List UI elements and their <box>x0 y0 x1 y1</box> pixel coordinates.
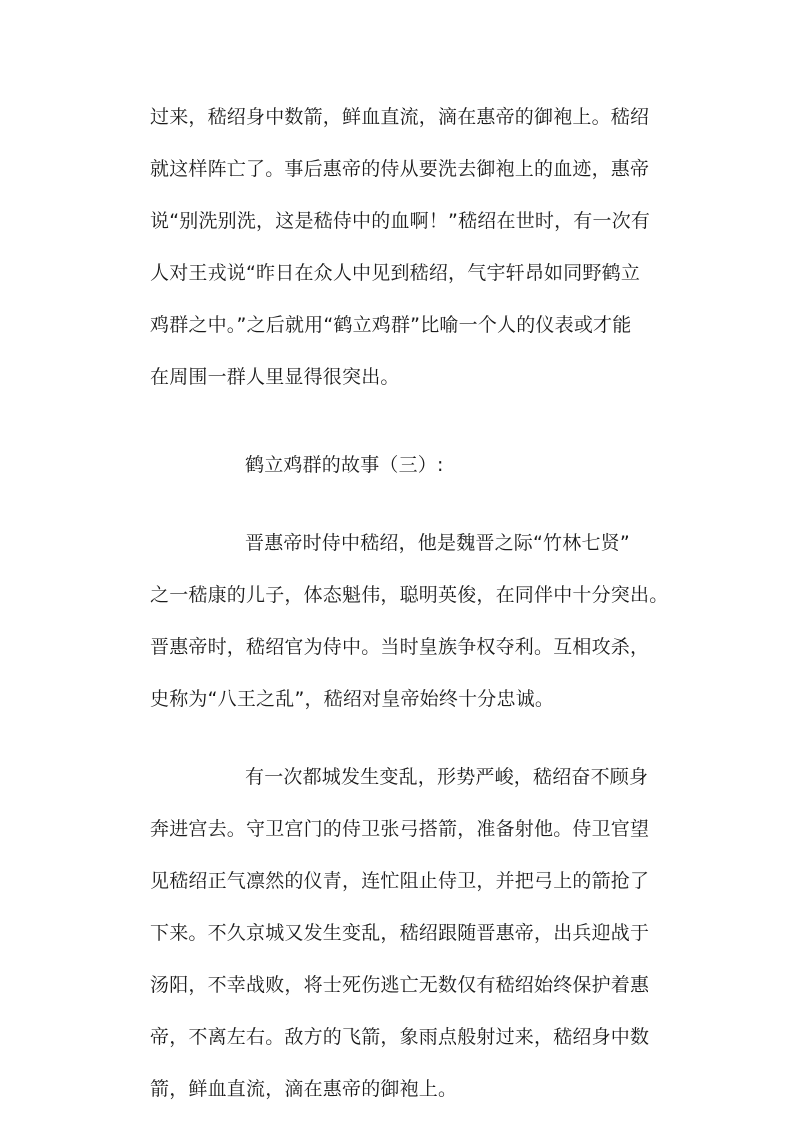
text-line: 过来，嵇绍身中数箭，鲜血直流，滴在惠帝的御袍上。嵇绍 <box>150 106 650 128</box>
text-line: 见嵇绍正气凛然的仪青，连忙阻止侍卫，并把弓上的箭抢了 <box>150 870 650 892</box>
text-line: 箭，鲜血直流，滴在惠帝的御袍上。 <box>150 1078 458 1100</box>
text-line: 下来。不久京城又发生变乱，嵇绍跟随晋惠帝，出兵迎战于 <box>150 922 650 944</box>
text-line: 奔进宫去。守卫宫门的侍卫张弓搭箭，准备射他。侍卫官望 <box>150 818 650 840</box>
text-line: 汤阳，不幸战败，将士死伤逃亡无数仅有嵇绍始终保护着惠 <box>150 974 650 996</box>
text-line: 就这样阵亡了。事后惠帝的侍从要洗去御袍上的血迹，惠帝 <box>150 158 650 180</box>
section-heading: 鹤立鸡群的故事（三）: <box>245 454 444 476</box>
text-line: 史称为“八王之乱”，嵇绍对皇帝始终十分忠诚。 <box>150 688 555 710</box>
text-line: 帝，不离左右。敌方的飞箭，象雨点般射过来，嵇绍身中数 <box>150 1026 650 1048</box>
text-line: 说“别洗别洗，这是嵇侍中的血啊！”嵇绍在世时，有一次有 <box>150 210 651 232</box>
text-line: 在周围一群人里显得很突出。 <box>150 366 400 388</box>
text-line: 之一嵇康的儿子，体态魁伟，聪明英俊，在同伴中十分突出。 <box>150 584 669 606</box>
text-line: 人对王戎说“昨日在众人中见到嵇绍，气宇轩昂如同野鹤立 <box>150 262 641 284</box>
text-line: 鸡群之中。”之后就用“鹤立鸡群”比喻一个人的仪表或才能 <box>150 314 632 336</box>
text-line: 有一次都城发生变乱，形势严峻，嵇绍奋不顾身 <box>245 766 649 788</box>
text-line: 晋惠帝时，嵇绍官为侍中。当时皇族争权夺利。互相攻杀， <box>150 636 650 658</box>
text-line: 晋惠帝时侍中嵇绍，他是魏晋之际“竹林七贤” <box>245 532 630 554</box>
